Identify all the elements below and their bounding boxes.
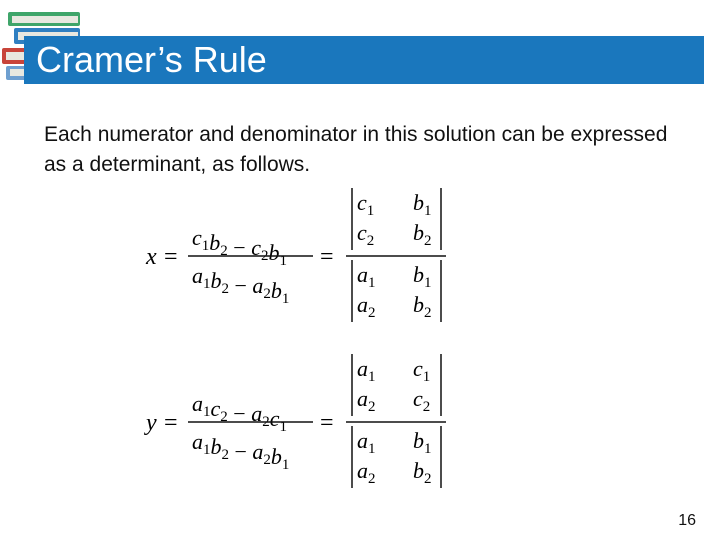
y-equation-det-numerator-entry: $a_1$ <box>357 356 376 385</box>
y-equation-numerator: $a_1c_2 - a_2c_1$ <box>192 391 287 435</box>
y-equation-equals-sign-2: = <box>320 410 334 436</box>
y-equation-det-numerator-entry: $a_2$ <box>357 386 376 415</box>
x-equation-det-denominator-entry: $a_2$ <box>357 292 376 321</box>
y-equation-det-numerator-entry: $c_1$ <box>413 356 431 385</box>
x-equation-det-numerator-entry: $b_1$ <box>413 190 432 219</box>
x-equation-det-numerator-entry: $c_2$ <box>357 220 375 249</box>
x-equation-equals-sign: = <box>164 244 178 270</box>
y-equation-det-denominator-entry: $b_1$ <box>413 428 432 457</box>
y-equation-det-denominator-entry: $a_2$ <box>357 458 376 487</box>
y-equation-variable: y <box>146 410 157 436</box>
slide-title: Cramer’s Rule <box>36 39 267 80</box>
x-equation-equals-sign-2: = <box>320 244 334 270</box>
y-equation-det-numerator-entry: $c_2$ <box>413 386 431 415</box>
x-equation-denominator: $a_1b_2 - a_2b_1$ <box>192 263 290 307</box>
intro-text: Each numerator and denominator in this solution can be expressed as a determinant, as follows. <box>44 123 668 176</box>
x-equation-det-denominator-entry: $b_1$ <box>413 262 432 291</box>
y-equation-det-denominator-entry: $a_1$ <box>357 428 376 457</box>
y-equation-det-denominator-entry: $b_2$ <box>413 458 432 487</box>
x-equation-det-denominator-entry: $a_1$ <box>357 262 376 291</box>
x-equation-det-denominator-entry: $b_2$ <box>413 292 432 321</box>
x-equation-det-numerator-entry: $b_2$ <box>413 220 432 249</box>
y-equation-denominator: $a_1b_2 - a_2b_1$ <box>192 429 290 473</box>
x-equation-variable: x <box>146 244 157 270</box>
x-equation-det-numerator-entry: $c_1$ <box>357 190 375 219</box>
y-equation-equals-sign: = <box>164 410 178 436</box>
page-number: 16 <box>678 512 696 529</box>
x-equation-numerator: $c_1b_2 - c_2b_1$ <box>192 225 287 269</box>
